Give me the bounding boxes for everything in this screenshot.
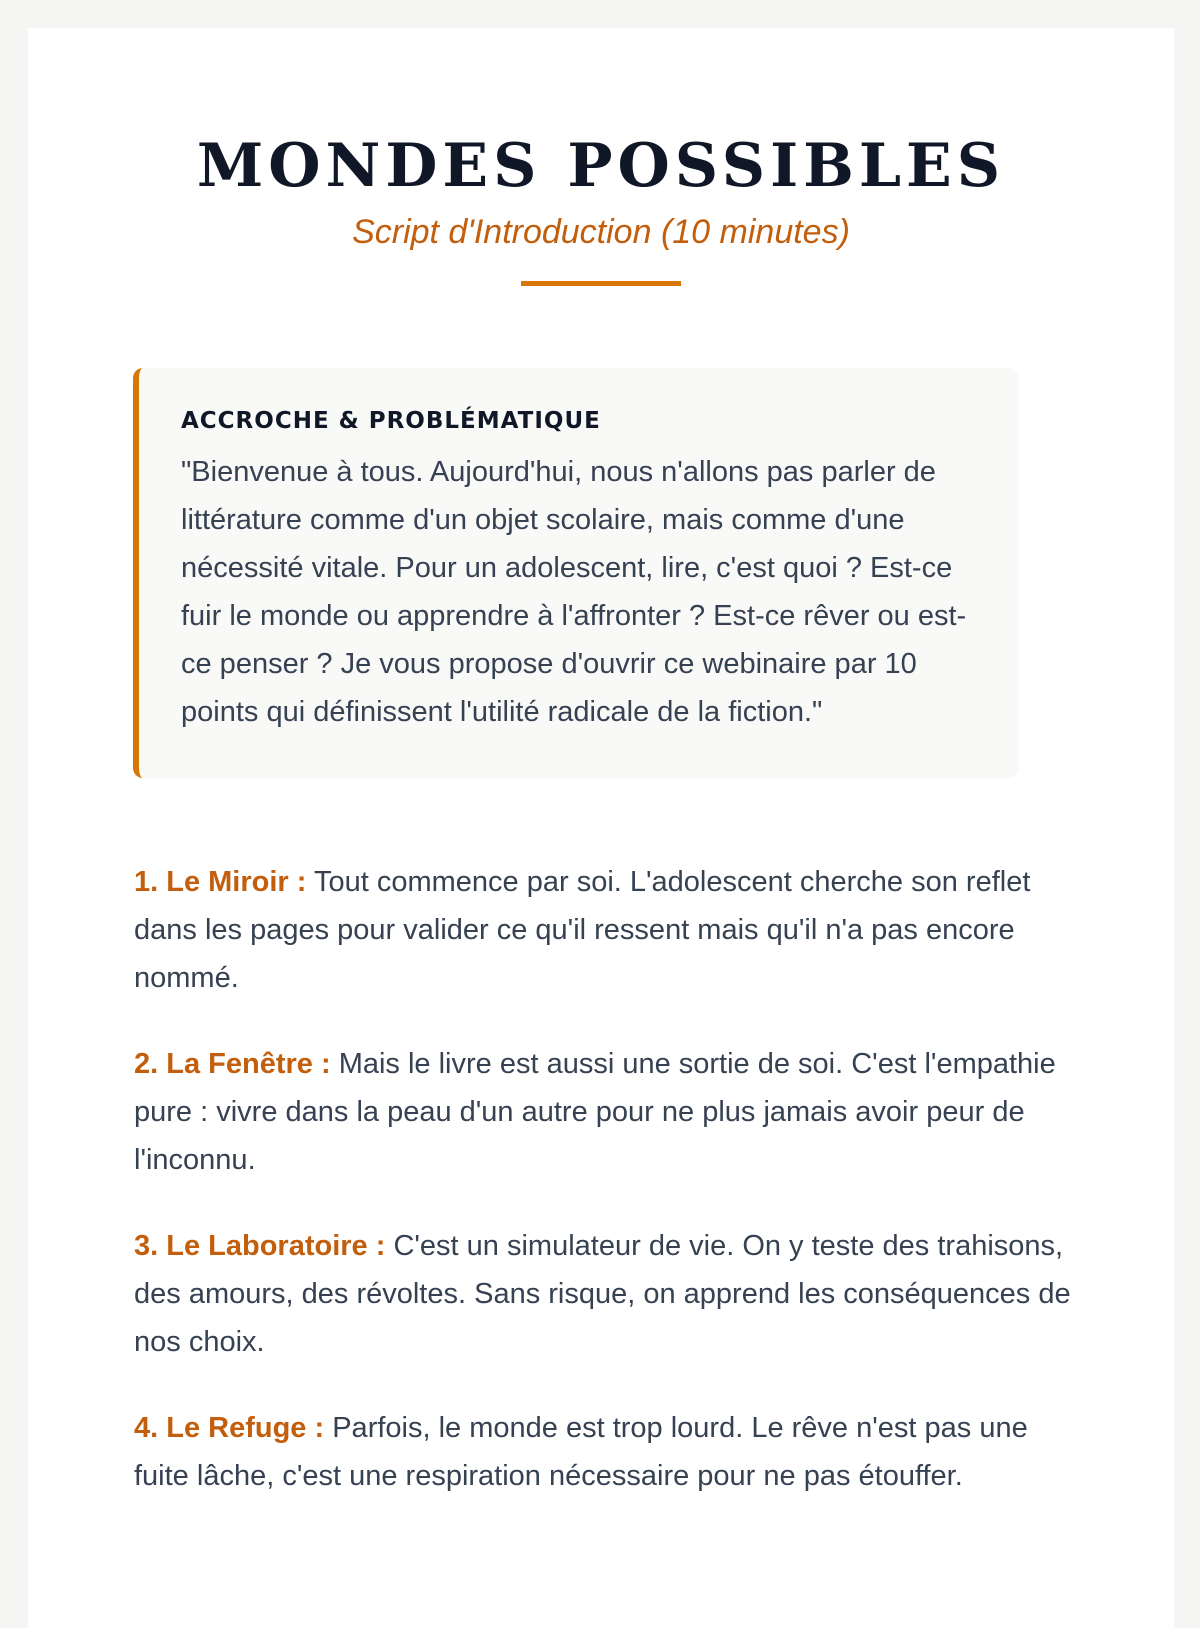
header [28,28,1174,286]
point-item [134,858,1074,1002]
point-text: Mais le livre est aussi une sortie de soi. C'est l'empathie pure : vivre dans la peau d'un autre pour ne plus jamais avoir peur de l'inconnu. [134,1048,1056,1176]
page-title: MONDES POSSIBLES [196,131,1006,201]
points-list [134,858,1074,1538]
page-subtitle: Script d'Introduction (10 minutes) [352,213,850,251]
title-divider [521,281,681,286]
point-text: C'est un simulateur de vie. On y teste des trahisons, des amours, des révoltes. Sans risque, on apprend les conséquences de nos choix. [134,1230,1071,1358]
point-label: 4. Le Refuge : [134,1412,325,1444]
point-item [134,1040,1074,1184]
point-text: Tout commence par soi. L'adolescent cherche son reflet dans les pages pour valider ce qu'il ressent mais qu'il n'a pas encore nommé. [134,866,1031,994]
point-label: 2. La Fenêtre : [134,1048,331,1080]
point-label: 1. Le Miroir : [134,866,307,898]
point-item [134,1404,1074,1500]
point-item [134,1222,1074,1366]
point-label: 3. Le Laboratoire : [134,1230,386,1262]
point-text: Parfois, le monde est trop lourd. Le rêve n'est pas une fuite lâche, c'est une respiration nécessaire pour ne pas étouffer. [134,1412,1028,1492]
hook-callout [133,368,1019,778]
callout-label: ACCROCHE & PROBLÉMATIQUE [181,408,601,434]
callout-quote: "Bienvenue à tous. Aujourd'hui, nous n'allons pas parler de littérature comme d'un objet scolaire, mais comme d'une nécessité vitale. Pour un adolescent, lire, c'est quoi ? Est-ce fuir le monde ou apprendre à l'affronter ? Est-ce rêver ou est-ce penser ? Je vous propose d'ouvrir ce webinaire par 10 points qui définissent l'utilité radicale de la fiction." [181,456,967,728]
document-page [28,28,1174,1628]
